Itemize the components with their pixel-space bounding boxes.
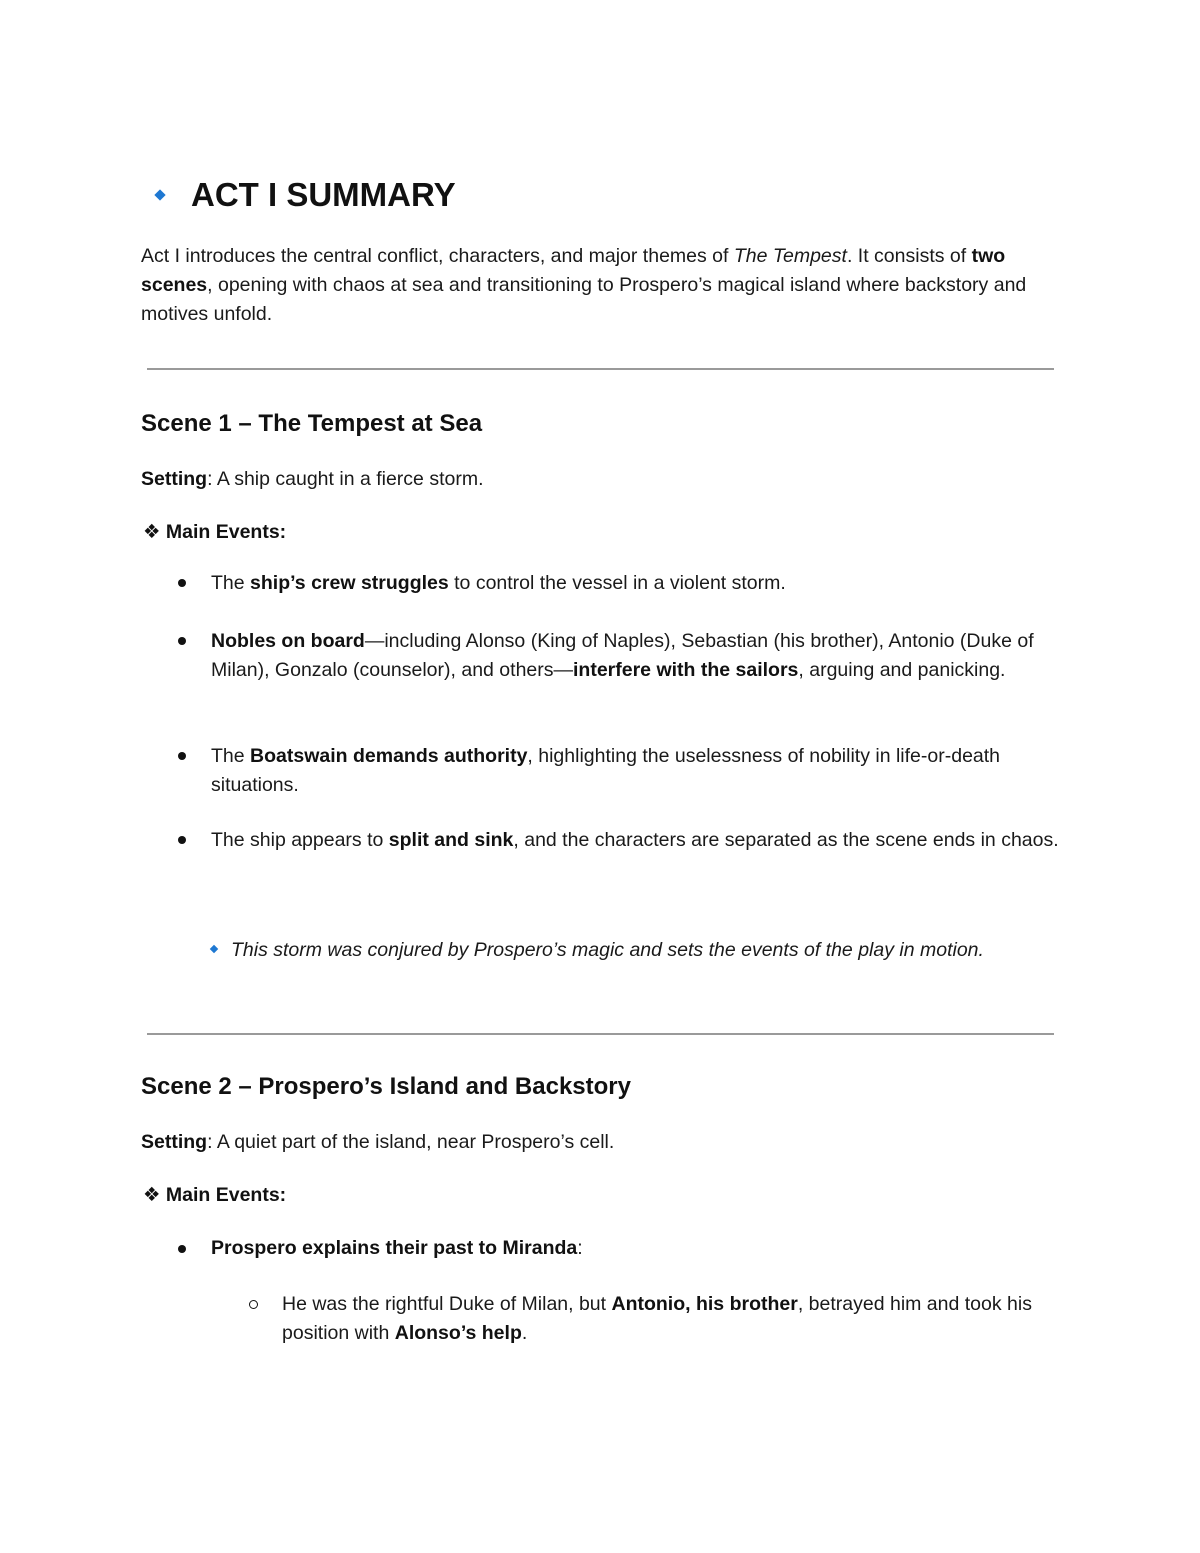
- scene1-event-3: The Boatswain demands authority, highlighting the uselessness of nobility in life-or-death situations.: [211, 745, 1001, 796]
- horizontal-rule: [147, 1033, 1054, 1035]
- scene1-heading: Scene 1 – The Tempest at Sea: [141, 410, 483, 437]
- bullet-icon: [178, 579, 186, 587]
- scene2-subevent-1: He was the rightful Duke of Milan, but Antonio, his brother, betrayed him and took his position with Alonso’s help.: [282, 1293, 1032, 1344]
- bullet-icon: [178, 637, 186, 645]
- bullet-icon: [178, 836, 186, 844]
- diamond-icon: [210, 945, 218, 953]
- diamond-icon: [154, 189, 165, 200]
- sub-bullet-icon: [249, 1300, 258, 1309]
- scene2-heading: Scene 2 – Prospero’s Island and Backstory: [141, 1073, 631, 1100]
- intro-paragraph: Act I introduces the central conflict, characters, and major themes of The Tempest. It consists of two scenes, opening with chaos at sea and transitioning to Prospero’s magical island where backstory and motives unfold.: [141, 245, 1027, 325]
- act-title-text: ACT I SUMMARY: [191, 176, 456, 213]
- scene1-main-events-label: ❖ Main Events:: [143, 521, 287, 543]
- play-title: The Tempest: [733, 245, 847, 267]
- scene1-setting: Setting: A ship caught in a fierce storm.: [141, 468, 484, 490]
- scene2-event-1: Prospero explains their past to Miranda:: [211, 1237, 583, 1259]
- act-title: [154, 176, 456, 214]
- horizontal-rule: [147, 368, 1054, 370]
- scene1-event-1: The ship’s crew struggles to control the vessel in a violent storm.: [211, 572, 786, 594]
- scene1-event-4: The ship appears to split and sink, and the characters are separated as the scene ends in chaos.: [211, 829, 1059, 851]
- scene2-setting: Setting: A quiet part of the island, near Prospero’s cell.: [141, 1131, 615, 1153]
- scene2-main-events-label: ❖ Main Events:: [143, 1184, 287, 1206]
- bullet-icon: [178, 1245, 186, 1253]
- bullet-icon: [178, 752, 186, 760]
- scene1-note: This storm was conjured by Prospero’s magic and sets the events of the play in motion.: [201, 936, 1021, 965]
- scene1-event-2: Nobles on board—including Alonso (King of Naples), Sebastian (his brother), Antonio (Duke of Milan), Gonzalo (counselor), and others—interfere with the sailors, arguing and panicking.: [211, 630, 1034, 681]
